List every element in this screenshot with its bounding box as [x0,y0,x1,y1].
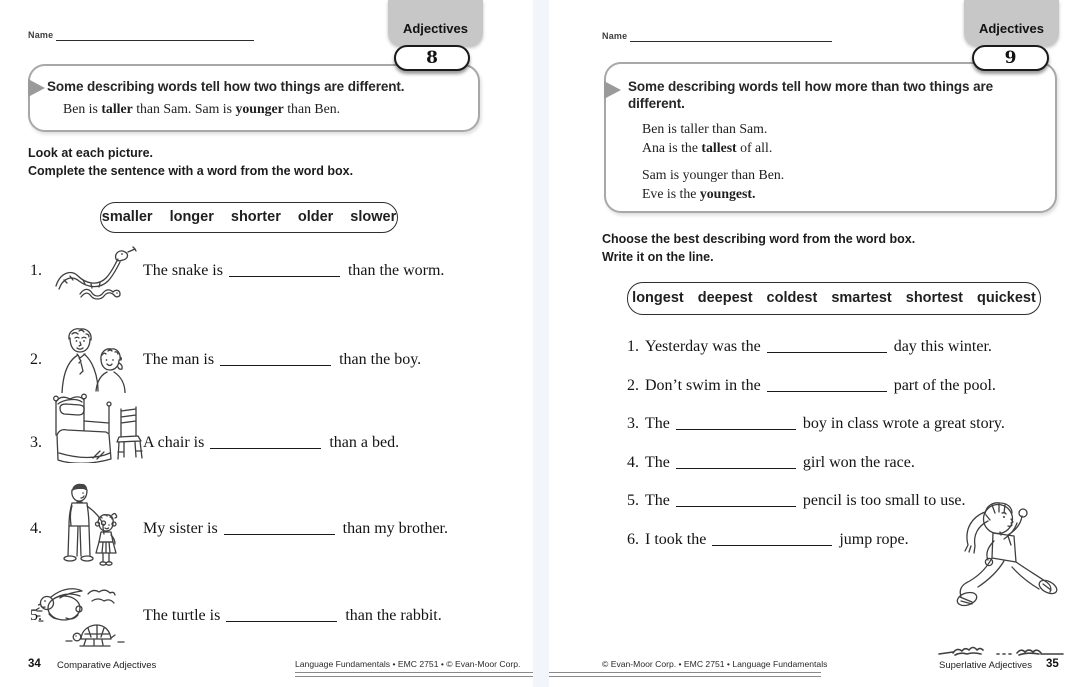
exercise-sentence: 5. The turtle is than the rabbit. [30,607,442,624]
directions-line2: Complete the sentence with a word from the word box. [28,163,354,178]
answer-blank [224,522,335,535]
answer-blank [226,609,337,622]
rule-box [604,62,1057,213]
item-number: 5. [30,607,42,624]
footer-credit: © Evan-Moor Corp. • EMC 2751 • Language Fundamentals [602,659,828,669]
adjectives-tab [388,0,483,46]
answer-blank [712,533,832,546]
answer-blank [767,379,887,392]
word-box-word: longest [632,290,684,306]
item-number: 4. [627,454,639,471]
word-box-word: smartest [831,290,892,306]
footer-credit-block [295,659,533,677]
footer-section-title: Comparative Adjectives [57,660,157,671]
rule-example-line: Ana is the tallest of all. [642,139,773,155]
page-gutter [533,0,549,687]
exercise-sentence: 3. The boy in class wrote a great story. [627,415,1005,432]
item-number: 2. [627,377,639,394]
name-label: Name [602,31,628,41]
directions-line1: Choose the best describing word from the word box. [602,232,916,246]
worksheet-page-right [549,0,1080,687]
answer-blank [210,436,321,449]
rule-example-line: Eve is the youngest. [642,185,756,201]
directions [602,231,915,266]
item-number: 4. [30,520,42,537]
item-number: 5. [627,492,639,509]
page-number: 35 [1046,658,1059,670]
answer-blank [676,417,796,430]
lesson-number-badge: 9 [972,45,1049,71]
word-box-word: older [297,209,334,225]
tab-label: Adjectives [978,21,1045,36]
answer-blank [767,340,887,353]
directions [28,145,353,180]
pointer-arrow-icon [28,79,45,97]
exercise-sentence: 2. The man is than the boy. [30,351,422,368]
word-box-word: coldest [766,290,818,306]
exercise-sentence: 1. The snake is than the worm. [30,262,445,279]
footer-credit-block [549,659,828,677]
answer-blank [676,494,796,507]
item-number: 2. [30,351,42,368]
running-girl-illustration [948,499,1064,617]
tab-label: Adjectives [402,21,469,36]
exercise-sentence: 3. A chair is than a bed. [30,434,400,451]
name-write-line [630,40,832,42]
worksheet-page-left [0,0,533,687]
item-number: 1. [627,338,639,355]
footer-section-title: Superlative Adjectives [939,660,1032,671]
item-number: 3. [627,415,639,432]
word-box-word: longer [169,209,214,225]
word-box-word: shortest [905,290,963,306]
rule-heading: Some describing words tell how more than two things are different. [628,79,994,111]
footer-rule [295,672,533,677]
item-number: 6. [627,531,639,548]
rule-example: Ben is taller than Sam. Sam is younger than Ben. [63,101,341,116]
exercise-sentence: 4. My sister is than my brother. [30,520,448,537]
answer-blank [220,353,331,366]
rule-heading: Some describing words tell how two things are different. [47,79,405,94]
item-number: 1. [30,262,42,279]
word-box-word: quickest [976,290,1036,306]
grass-squiggle-illustration [937,645,1065,659]
word-box-word: slower [350,209,397,225]
footer-rule [549,672,821,677]
name-write-line [56,39,254,41]
pointer-arrow-icon [604,81,621,99]
footer-credit: Language Fundamentals • EMC 2751 • © Evan-Moor Corp. [295,659,521,669]
rule-example-line: Ben is taller than Sam. [642,121,768,136]
rule-box [28,64,480,132]
answer-blank [229,264,340,277]
answer-blank [676,456,796,469]
exercise-sentence: 1. Yesterday was the day this winter. [627,338,992,355]
name-label: Name [28,30,54,40]
exercise-sentence: 4. The girl won the race. [627,454,915,471]
word-box-word: smaller [101,209,153,225]
directions-line2: Write it on the line. [602,249,714,264]
lesson-number-badge: 8 [394,45,470,71]
word-box [100,202,398,233]
item-number: 3. [30,434,42,451]
exercise-sentence: 5. The pencil is too small to use. [627,492,966,509]
directions-line1: Look at each picture. [28,146,154,160]
word-box [627,282,1041,315]
exercise-sentence: 2. Don’t swim in the part of the pool. [627,377,996,394]
exercise-sentence: 6. I took the jump rope. [627,531,909,548]
word-box-word: shorter [230,209,281,225]
word-box-word: deepest [697,290,753,306]
adjectives-tab [964,0,1059,46]
page-number: 34 [28,658,41,670]
rule-example-line: Sam is younger than Ben. [642,167,785,182]
